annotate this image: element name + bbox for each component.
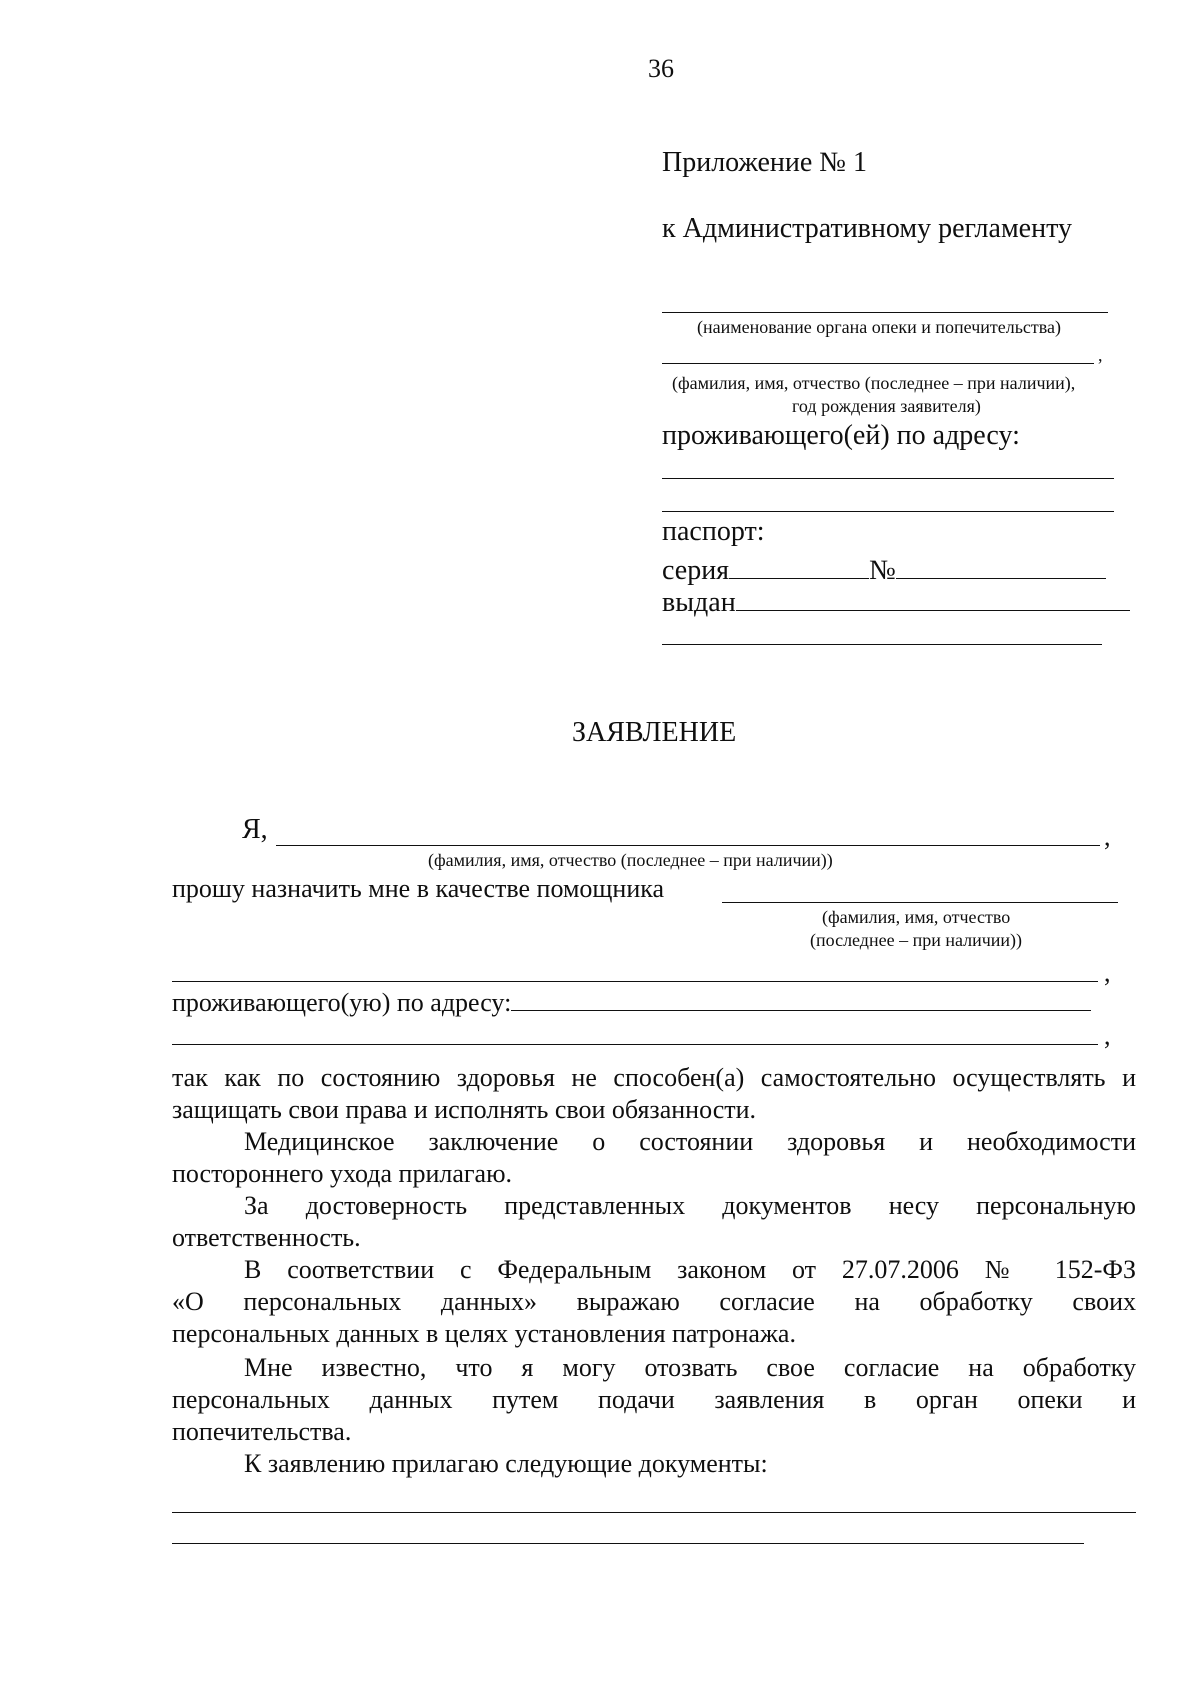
series-label: серия xyxy=(662,555,730,586)
helper-address-label: проживающего(ую) по адресу: xyxy=(172,988,512,1017)
paragraph-line: постороннего ухода прилагаю. xyxy=(172,1159,513,1188)
helper-caption-1: (фамилия, имя, отчество xyxy=(822,907,1011,927)
residing-label: проживающего(ей) по адресу: xyxy=(662,420,1020,451)
helper-address-field[interactable] xyxy=(511,984,1091,1011)
helper-address-line-2[interactable] xyxy=(172,1044,1098,1045)
comma: , xyxy=(1104,822,1111,851)
documents-line-1[interactable] xyxy=(172,1512,1136,1513)
helper-address-row xyxy=(172,984,1091,1018)
issued-label: выдан xyxy=(662,587,736,618)
appendix-title: Приложение № 1 xyxy=(662,147,867,178)
comma: , xyxy=(1104,958,1111,987)
passport-series-row xyxy=(662,552,1106,587)
paragraph-line: ответственность. xyxy=(172,1223,361,1252)
paragraph-line: К заявлению прилагаю следующие документы: xyxy=(244,1449,768,1478)
full-name-caption: (фамилия, имя, отчество (последнее – при наличии)) xyxy=(428,850,833,870)
comma: , xyxy=(1104,1021,1111,1050)
paragraph-line: В соответствии с Федеральным законом от 27.07.2006 № 152-ФЗ xyxy=(244,1255,1136,1284)
paragraph-line: так как по состоянию здоровья не способен(а) самостоятельно осуществлять и xyxy=(172,1063,1136,1092)
paragraph-line: попечительства. xyxy=(172,1417,352,1446)
issued-by-field[interactable] xyxy=(736,584,1130,611)
passport-issued-row xyxy=(662,584,1130,619)
paragraph-line: «О персональных данных» выражаю согласие на обработку своих xyxy=(172,1287,1136,1316)
paragraph-line: персональных данных путем подачи заявления в орган опеки и xyxy=(172,1385,1136,1414)
authority-name-line[interactable] xyxy=(662,312,1108,313)
number-sign: № xyxy=(869,555,896,586)
series-field[interactable] xyxy=(729,552,869,579)
document-title: ЗАЯВЛЕНИЕ xyxy=(572,717,737,748)
passport-number-field[interactable] xyxy=(896,552,1106,579)
applicant-caption-2: год рождения заявителя) xyxy=(792,396,981,416)
documents-line-2[interactable] xyxy=(172,1543,1084,1544)
paragraph-line: За достоверность представленных документов несу персональную xyxy=(244,1191,1136,1220)
address-line-1[interactable] xyxy=(662,478,1114,479)
paragraph-line: защищать свои права и исполнять свои обязанности. xyxy=(172,1095,757,1124)
paragraph-line: Медицинское заключение о состоянии здоровья и необходимости xyxy=(244,1127,1136,1156)
paragraph-line: персональных данных в целях установления патронажа. xyxy=(172,1319,796,1348)
request-text: прошу назначить мне в качестве помощника xyxy=(172,874,665,903)
helper-name-line[interactable] xyxy=(722,902,1118,903)
page-number: 36 xyxy=(648,54,674,83)
passport-label: паспорт: xyxy=(662,516,765,547)
applicant-full-name-line[interactable] xyxy=(276,845,1100,846)
applicant-name-line[interactable] xyxy=(662,363,1094,364)
i-label: Я, xyxy=(242,814,268,845)
helper-caption-2: (последнее – при наличии)) xyxy=(810,930,1023,950)
applicant-caption-1: (фамилия, имя, отчество (последнее – при наличии), xyxy=(672,373,1076,393)
paragraph-line: Мне известно, что я могу отозвать свое согласие на обработку xyxy=(244,1353,1136,1382)
authority-caption: (наименование органа опеки и попечительства) xyxy=(697,317,1062,337)
issued-by-line-2[interactable] xyxy=(662,644,1102,645)
comma: , xyxy=(1098,345,1103,365)
helper-name-line-2[interactable] xyxy=(172,981,1098,982)
regulation-reference: к Административному регламенту xyxy=(662,213,1072,244)
address-line-2[interactable] xyxy=(662,511,1114,512)
